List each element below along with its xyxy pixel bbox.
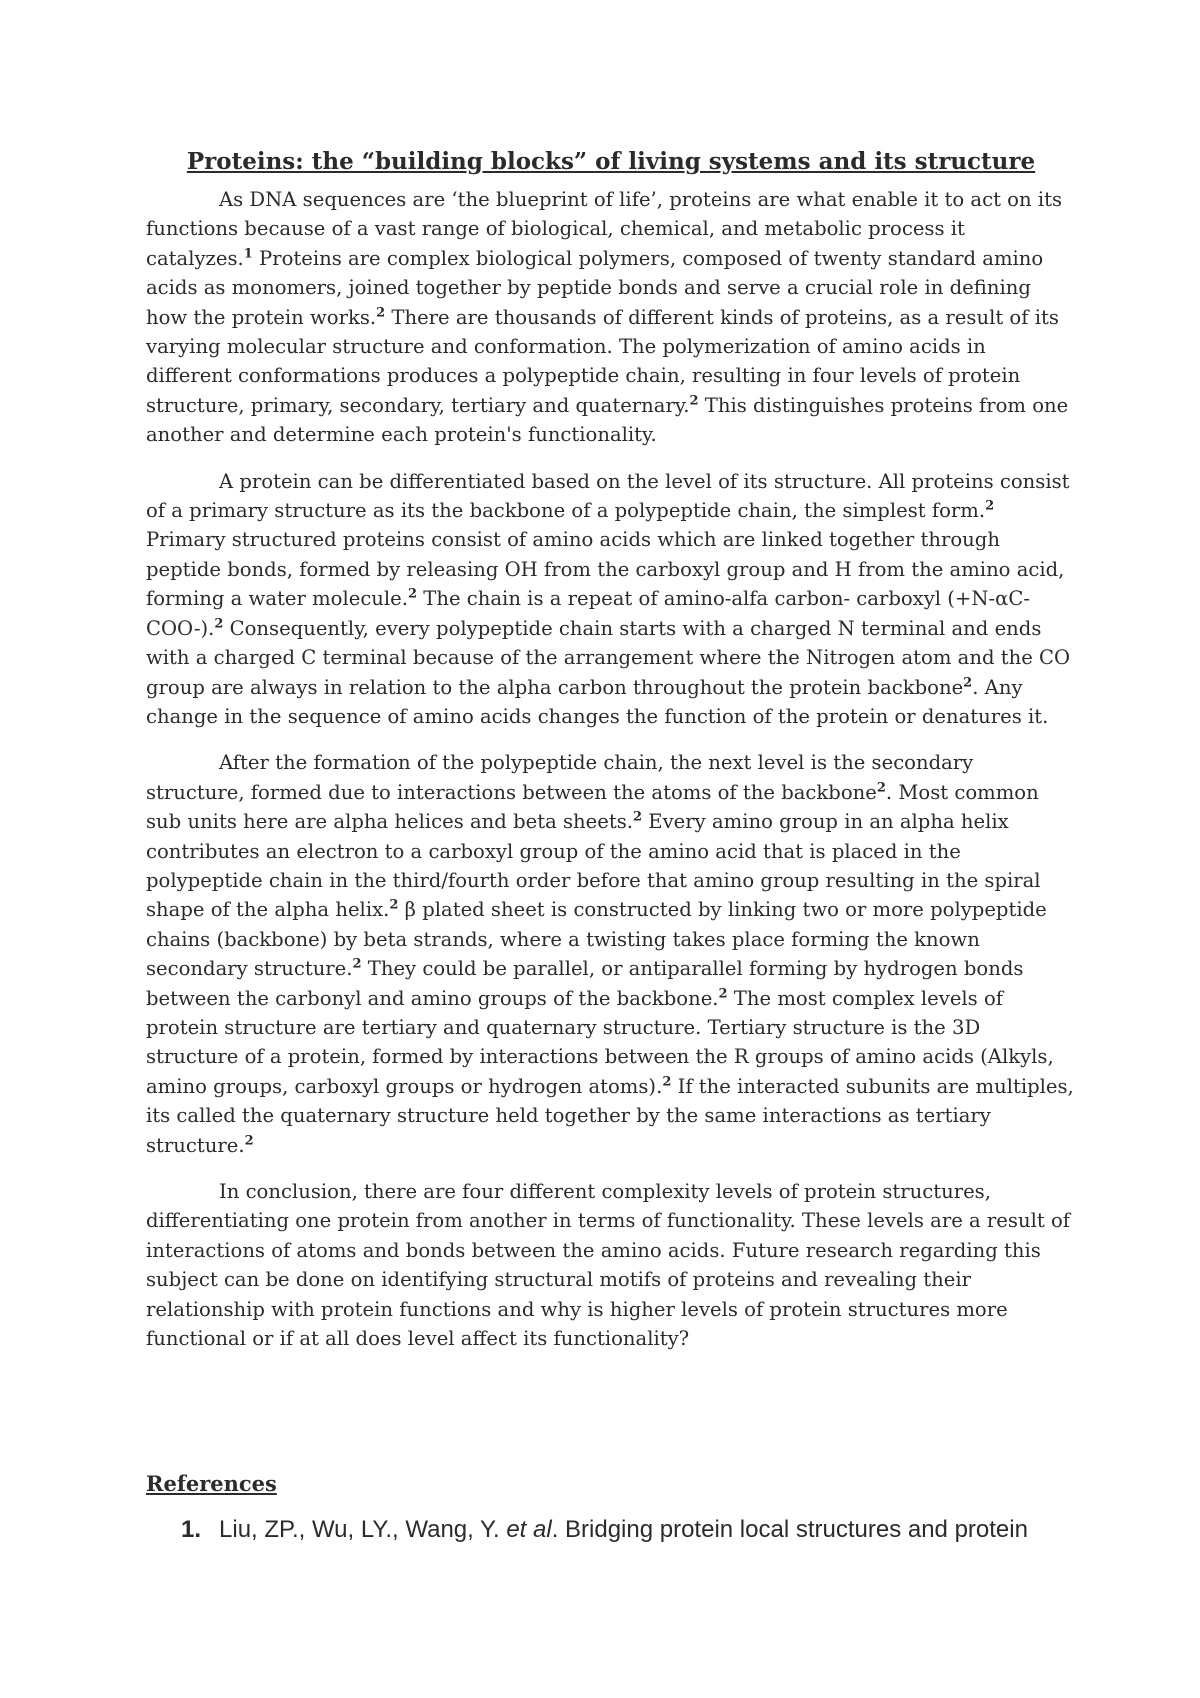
paragraphs-container [146,185,1076,1353]
paragraph-text: As DNA sequences are ‘the blueprint of life’, proteins are what enable it to act on its functions because of a vast range of biological, chemical, and metabolic process it catalyzes. [146,188,1063,270]
citation-superscript: 2 [244,1133,254,1149]
body-paragraph [146,467,1076,732]
paragraph-text: Proteins are complex biological polymers, composed of twenty standard amino acids as monomers, joined together by peptide bonds and serve a crucial role in defining how the protein works. [146,246,1044,329]
reference-number: 1. [181,1516,202,1543]
paragraph-text: Every amino group in an alpha helix contributes an electron to a carboxyl group of the amino acid that is placed in the polypeptide chain in the third/fourth order before that amino group resulting in the spiral shape of the alpha helix. [146,810,1041,922]
body-paragraph [146,1177,1076,1353]
citation-superscript: 2 [408,586,418,602]
paragraph-text: After the formation of the polypeptide chain, the next level is the secondary structure, formed due to interactions between the atoms of the backbone [146,751,974,804]
citation-superscript: 2 [689,393,699,409]
paragraph-text: . Any change in the sequence of amino acids changes the function of the protein or denatures it. [146,675,1049,728]
paragraph-text: . Most common sub units here are alpha helices and beta sheets. [146,780,1039,834]
paragraph-text: The chain is a repeat of amino-alfa carbon- carboxyl (+N-αC-COO-). [146,587,1030,640]
reference-etal: et al [506,1516,552,1543]
paragraph-text: Consequently, every polypeptide chain starts with a charged N terminal and ends with a charged C terminal because of the arrangement where the Nitrogen atom and the CO group are always in relation to the alpha carbon throughout the protein backbone [146,616,1071,699]
citation-superscript: 2 [352,956,362,972]
citation-superscript: 2 [376,305,386,321]
document-title: Proteins: the “building blocks” of living systems and its structure [186,148,1036,175]
references-heading: References [146,1471,277,1496]
paragraph-text: β plated sheet is constructed by linking two or more polypeptide chains (backbone) by beta strands, where a twisting takes place forming the known secondary structure. [146,898,1047,981]
citation-superscript: 2 [718,986,728,1002]
document-body [146,148,1076,1353]
paragraph-text: Primary structured proteins consist of amino acids which are linked together through peptide bonds, formed by releasing OH from the carboxyl group and H from the amino acid, forming a water molecule. [146,528,1065,611]
paragraph-text: The most complex levels of protein structure are tertiary and quaternary structure. Tertiary structure is the 3D structure of a protein, formed by interactions between the R groups of amino acids (Alkyls, amino groups, carboxyl groups or hydrogen atoms). [146,986,1054,1098]
body-paragraph [146,748,1076,1160]
reference-title: . Bridging protein local structures and protein [551,1516,1028,1543]
citation-superscript: 2 [662,1074,672,1090]
citation-superscript: 2 [214,616,224,632]
citation-superscript: 2 [633,809,643,825]
paragraph-text: In conclusion, there are four different complexity levels of protein structures, differentiating one protein from another in terms of functionality. These levels are a result of interactions of atoms and bonds between the amino acids. Future research regarding this subject can be done on identifying structural motifs of proteins and revealing their relationship with protein functions and why is higher levels of protein structures more functional or if at all does level affect its functionality? [146,1180,1070,1351]
reference-item [181,1516,1028,1544]
citation-superscript: 1 [243,246,253,262]
citation-superscript: 2 [389,897,399,913]
paragraph-text: A protein can be differentiated based on the level of its structure. All proteins consist of a primary structure as its the backbone of a polypeptide chain, the simplest form. [146,469,1070,523]
paragraph-text: If the interacted subunits are multiples, its called the quaternary structure held together by the same interactions as tertiary structure. [146,1074,1074,1157]
citation-superscript: 2 [963,674,973,690]
paragraph-text: There are thousands of different kinds of proteins, as a result of its varying molecular structure and conformation. The polymerization of amino acids in different conformations produces a polypeptide chain, resulting in four levels of protein structure, primary, secondary, tertiary and quaternary. [146,305,1059,417]
citation-superscript: 2 [876,780,886,796]
paragraph-text: They could be parallel, or antiparallel forming by hydrogen bonds between the carbonyl and amino groups of the backbone. [146,957,1024,1010]
body-paragraph [146,185,1076,450]
citation-superscript: 2 [985,498,995,514]
paragraph-text: This distinguishes proteins from one another and determine each protein's functionality. [146,393,1069,447]
reference-authors: Liu, ZP., Wu, LY., Wang, Y. [219,1516,507,1543]
